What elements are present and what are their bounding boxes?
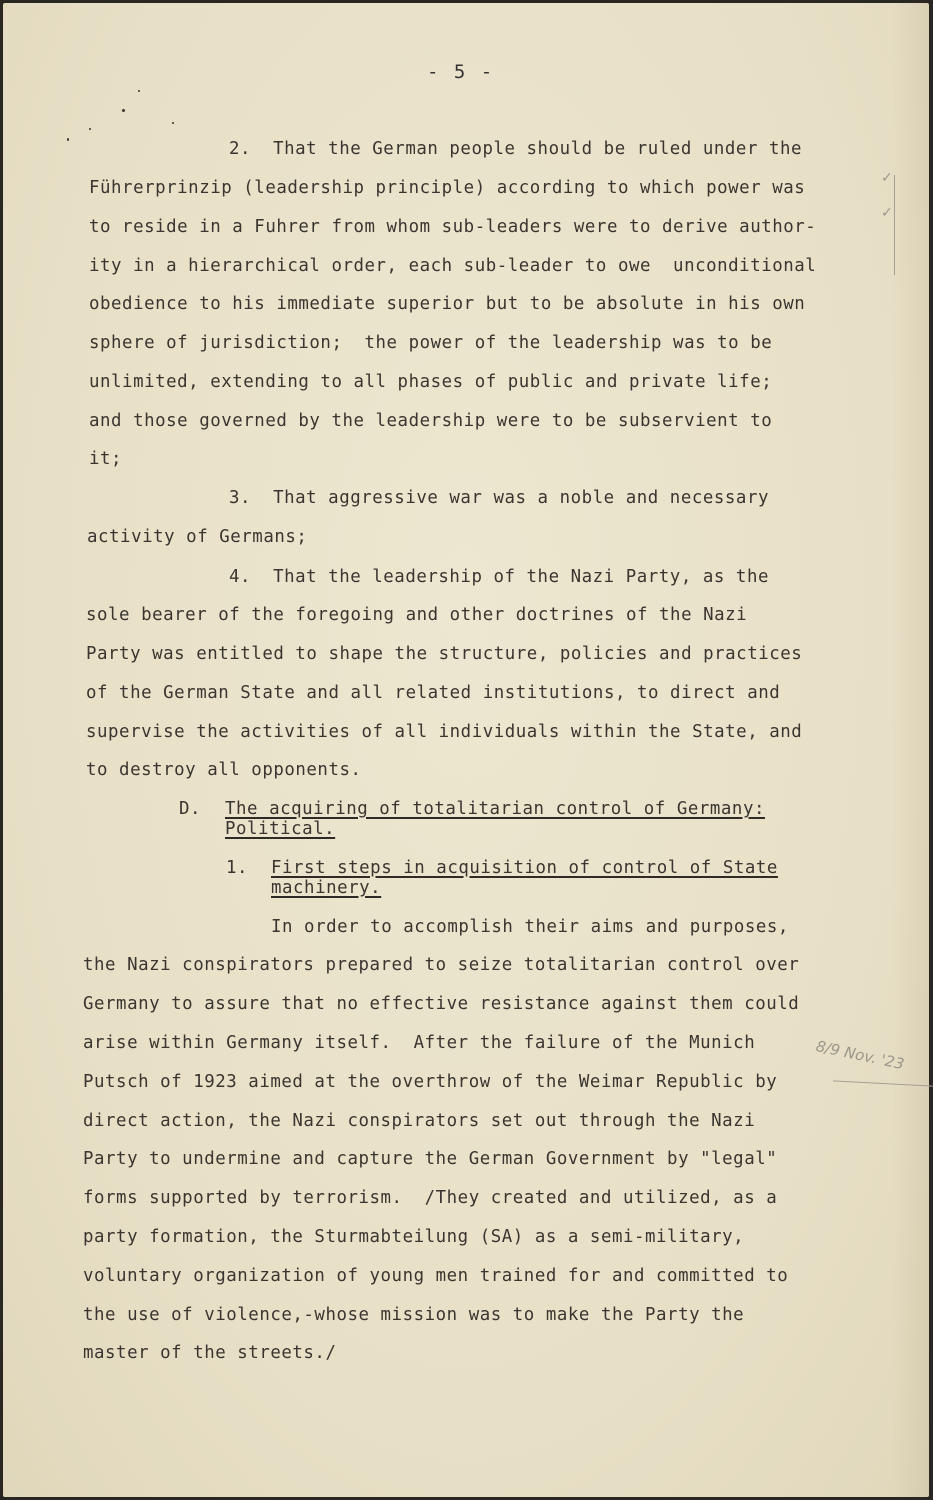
ink-speck <box>122 109 125 112</box>
heading-text: Political. <box>225 819 336 839</box>
text-line: sphere of jurisdiction; the power of the leadership was to be <box>89 333 773 353</box>
ink-speck <box>138 90 140 92</box>
text-line: 2. That the German people should be ruled under the <box>229 139 803 159</box>
document-page <box>3 3 929 1497</box>
heading-marker: 1. <box>226 858 249 878</box>
text-line: Putsch of 1923 aimed at the overthrow of the Weimar Republic by <box>83 1072 778 1092</box>
text-line: voluntary organization of young men trained for and committed to <box>83 1266 789 1286</box>
text-line: Party was entitled to shape the structure, policies and practices <box>86 644 803 664</box>
check-mark-icon: ✓ <box>881 205 893 221</box>
text-line: the use of violence,-whose mission was to make the Party the <box>83 1305 745 1325</box>
text-line: it; <box>89 449 123 469</box>
ink-speck <box>67 138 69 141</box>
margin-date-annotation: 8/9 Nov. '23 <box>814 1037 906 1074</box>
ink-speck <box>89 128 91 130</box>
text-line: Party to undermine and capture the German Government by "legal" <box>83 1149 778 1169</box>
text-line: obedience to his immediate superior but to be absolute in his own <box>89 294 806 314</box>
text-line: In order to accomplish their aims and purposes, <box>271 917 789 937</box>
text-line: to reside in a Fuhrer from whom sub-leaders were to derive author- <box>89 217 817 237</box>
text-line: and those governed by the leadership were to be subservient to <box>89 411 773 431</box>
margin-bracket-line <box>894 175 895 275</box>
text-line: direct action, the Nazi conspirators set out through the Nazi <box>83 1111 756 1131</box>
text-line: unlimited, extending to all phases of public and private life; <box>89 372 773 392</box>
text-line: the Nazi conspirators prepared to seize totalitarian control over <box>83 955 800 975</box>
text-line: master of the streets./ <box>83 1343 337 1363</box>
text-line: ity in a hierarchical order, each sub-leader to owe unconditional <box>89 256 817 276</box>
margin-underline <box>833 1080 933 1086</box>
text-line: forms supported by terrorism. /They created and utilized, as a <box>83 1188 778 1208</box>
text-line: 4. That the leadership of the Nazi Party, as the <box>229 567 769 587</box>
page-number: - 5 - <box>427 61 495 83</box>
text-line: 3. That aggressive war was a noble and necessary <box>229 488 769 508</box>
text-line: arise within Germany itself. After the failure of the Munich <box>83 1033 756 1053</box>
heading-text: The acquiring of totalitarian control of Germany: <box>225 799 765 819</box>
text-line: party formation, the Sturmabteilung (SA) as a semi-military, <box>83 1227 745 1247</box>
text-line: Germany to assure that no effective resistance against them could <box>83 994 800 1014</box>
text-line: Führerprinzip (leadership principle) according to which power was <box>89 178 806 198</box>
text-line: supervise the activities of all individuals within the State, and <box>86 722 803 742</box>
ink-speck <box>172 122 174 124</box>
text-line: to destroy all opponents. <box>86 760 362 780</box>
heading-text: First steps in acquisition of control of State <box>271 858 778 878</box>
text-line: of the German State and all related institutions, to direct and <box>86 683 781 703</box>
text-line: sole bearer of the foregoing and other doctrines of the Nazi <box>86 605 748 625</box>
heading-marker: D. <box>179 799 202 819</box>
heading-text: machinery. <box>271 878 382 898</box>
text-line: activity of Germans; <box>87 527 308 547</box>
check-mark-icon: ✓ <box>881 170 893 186</box>
